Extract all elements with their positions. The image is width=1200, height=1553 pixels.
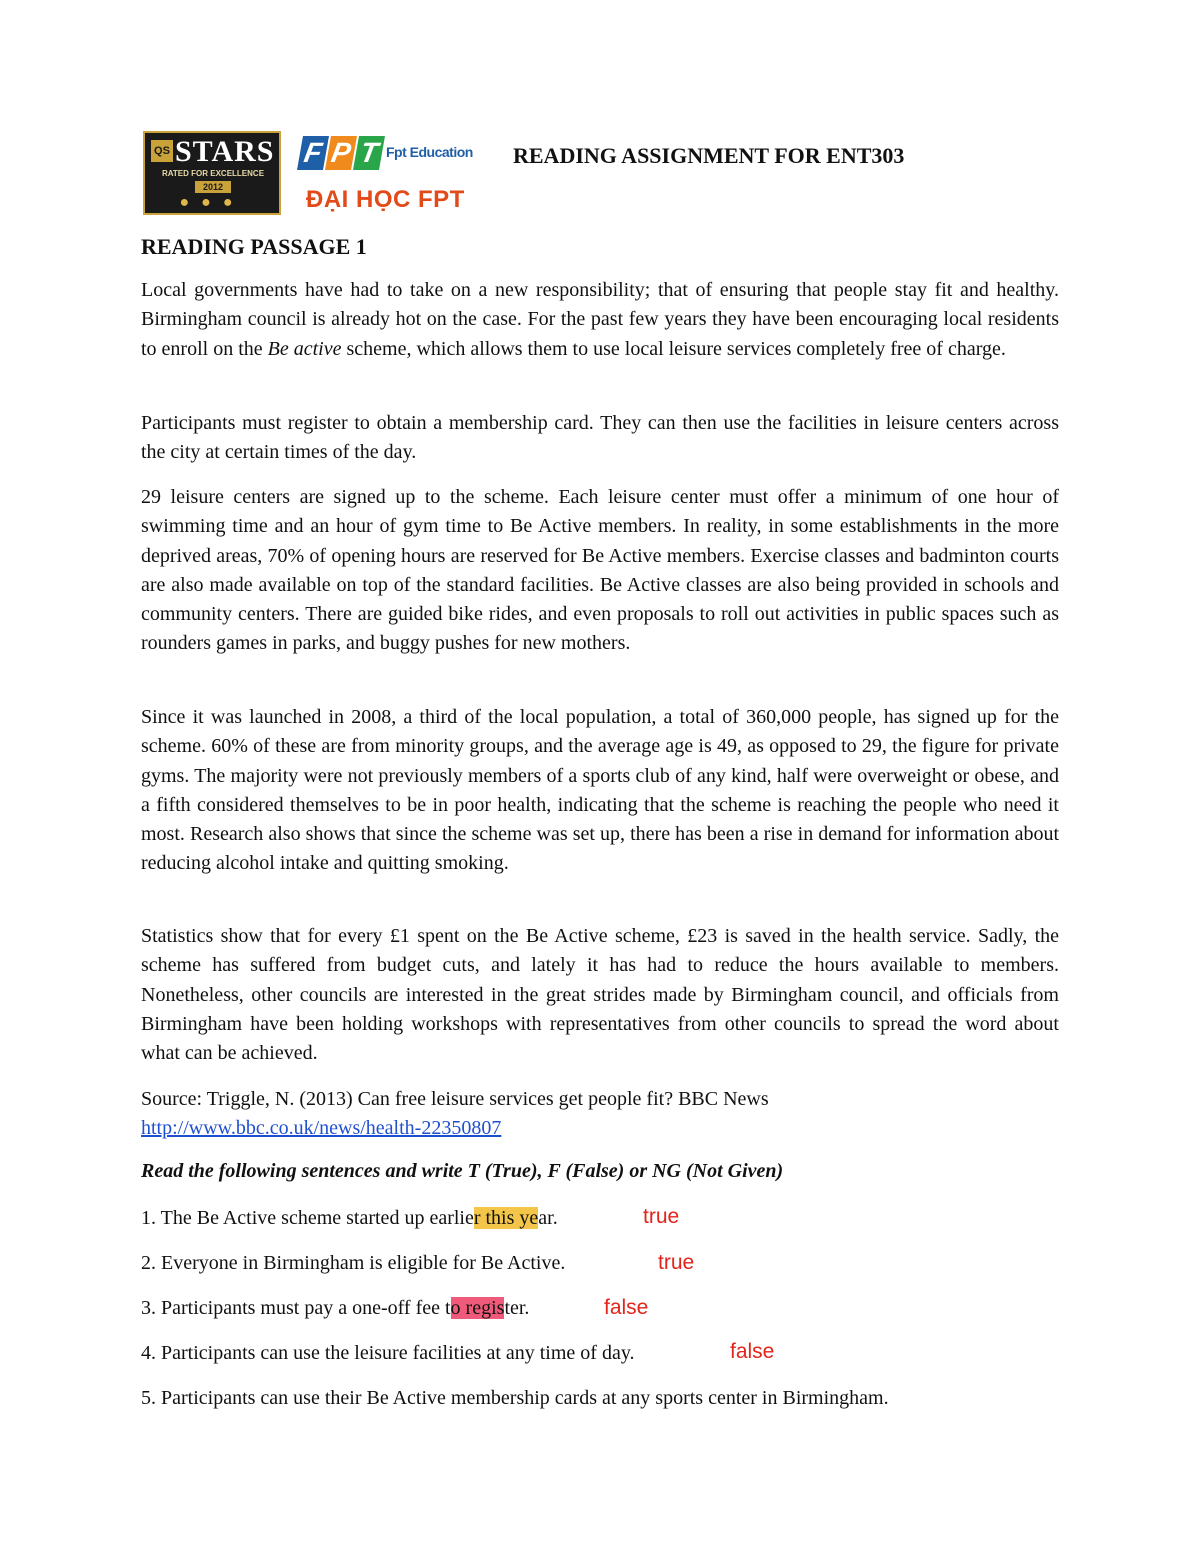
- fpt-letter-f: F: [297, 136, 329, 170]
- stars-logo-tagline: RATED FOR EXCELLENCE: [161, 169, 265, 178]
- answer-1: true: [643, 1205, 680, 1228]
- stars-logo-year: 2012: [195, 181, 231, 193]
- question-3-text: 3. Participants must pay a one-off fee t: [141, 1297, 451, 1319]
- fpt-logo: [300, 132, 490, 220]
- question-1-text-end: ar.: [538, 1207, 558, 1229]
- question-4-text: 4. Participants can use the leisure facilities at any time of day.: [141, 1342, 635, 1364]
- question-5: [141, 1384, 889, 1413]
- fpt-university-label: ĐẠI HỌC FPT: [306, 186, 465, 213]
- question-3: [141, 1294, 529, 1323]
- instruction-text: Read the following sentences and write T (True), F (False) or NG (Not Given): [141, 1160, 784, 1182]
- paragraph-1-start: Local governments have had to take on a new responsibility; that of ensuring that people stay fit and healthy. Birmingham council is already hot on the case. For the past few years they have been encouraging local residents to enroll on the: [141, 279, 1059, 360]
- stars-logo-word: STARS: [175, 135, 275, 168]
- paragraph-1-end: scheme, which allows them to use local leisure services completely free of charge.: [341, 337, 1006, 360]
- fpt-education-label: Fpt Education: [386, 144, 473, 160]
- question-2: [141, 1249, 565, 1278]
- paragraph-4: Since it was launched in 2008, a third of the local population, a total of 360,000 people, has signed up for the scheme. 60% of these are from minority groups, and the average age is 49, as opposed to 29, the figure for private gyms. The majority were not previously members of a sports club of any kind, half were overweight or obese, and a fifth considered themselves to be in poor health, indicating that the scheme is reaching the people who need it most. Research also shows that since the scheme was set up, there has been a rise in demand for information about reducing alcohol intake and quitting smoking.: [141, 706, 1059, 875]
- paragraph-5: Statistics show that for every £1 spent on the Be Active scheme, £23 is saved in the health service. Sadly, the scheme has suffered from budget cuts, and lately it has had to reduce the hours available to members. Nonetheless, other councils are interested in the great strides made by Birmingham council, and officials from Birmingham have been holding workshops with representatives from other councils to spread the word about what can be achieved.: [141, 925, 1059, 1065]
- qs-stars-logo: [143, 131, 281, 215]
- answer-4: false: [730, 1340, 775, 1363]
- question-3-text-end: ter.: [504, 1297, 530, 1319]
- paragraph-1-emphasis: Be active: [267, 337, 342, 360]
- paragraph-2: Participants must register to obtain a membership card. They can then use the facilities in leisure centers across the city at certain times of the day.: [141, 412, 1059, 464]
- source-citation: [141, 1085, 769, 1143]
- fpt-letter-t: T: [353, 136, 385, 170]
- question-1-text: 1. The Be Active scheme started up earlie: [141, 1207, 474, 1229]
- qs-logo-badge: QS: [151, 140, 173, 162]
- stars-logo-dots: ●●●: [179, 194, 245, 211]
- document-title: READING ASSIGNMENT FOR ENT303: [513, 143, 905, 168]
- answer-2: true: [658, 1251, 695, 1274]
- source-link[interactable]: http://www.bbc.co.uk/news/health-22350807: [141, 1117, 502, 1139]
- question-5-text: 5. Participants can use their Be Active membership cards at any sports center in Birmingham.: [141, 1387, 889, 1409]
- question-4: [141, 1339, 635, 1368]
- fpt-letter-p: P: [325, 136, 357, 170]
- question-1: [141, 1204, 558, 1233]
- paragraph-3: 29 leisure centers are signed up to the scheme. Each leisure center must offer a minimum of one hour of swimming time and an hour of gym time to Be Active members. In reality, in some establishments in the more deprived areas, 70% of opening hours are reserved for Be Active members. Exercise classes and badminton courts are also made available on top of the standard facilities. Be Active classes are also being provided in schools and community centers. There are guided bike rides, and even proposals to roll out activities in public spaces such as rounders games in parks, and buggy pushes for new mothers.: [141, 486, 1059, 655]
- paragraph-1: [141, 276, 1059, 364]
- source-text: Source: Triggle, N. (2013) Can free leisure services get people fit? BBC News: [141, 1088, 769, 1110]
- question-1-highlight: r this ye: [473, 1207, 539, 1229]
- question-3-highlight: o regis: [450, 1297, 505, 1319]
- question-2-text: 2. Everyone in Birmingham is eligible for Be Active.: [141, 1252, 566, 1274]
- passage-heading: READING PASSAGE 1: [141, 234, 367, 259]
- answer-3: false: [604, 1296, 649, 1319]
